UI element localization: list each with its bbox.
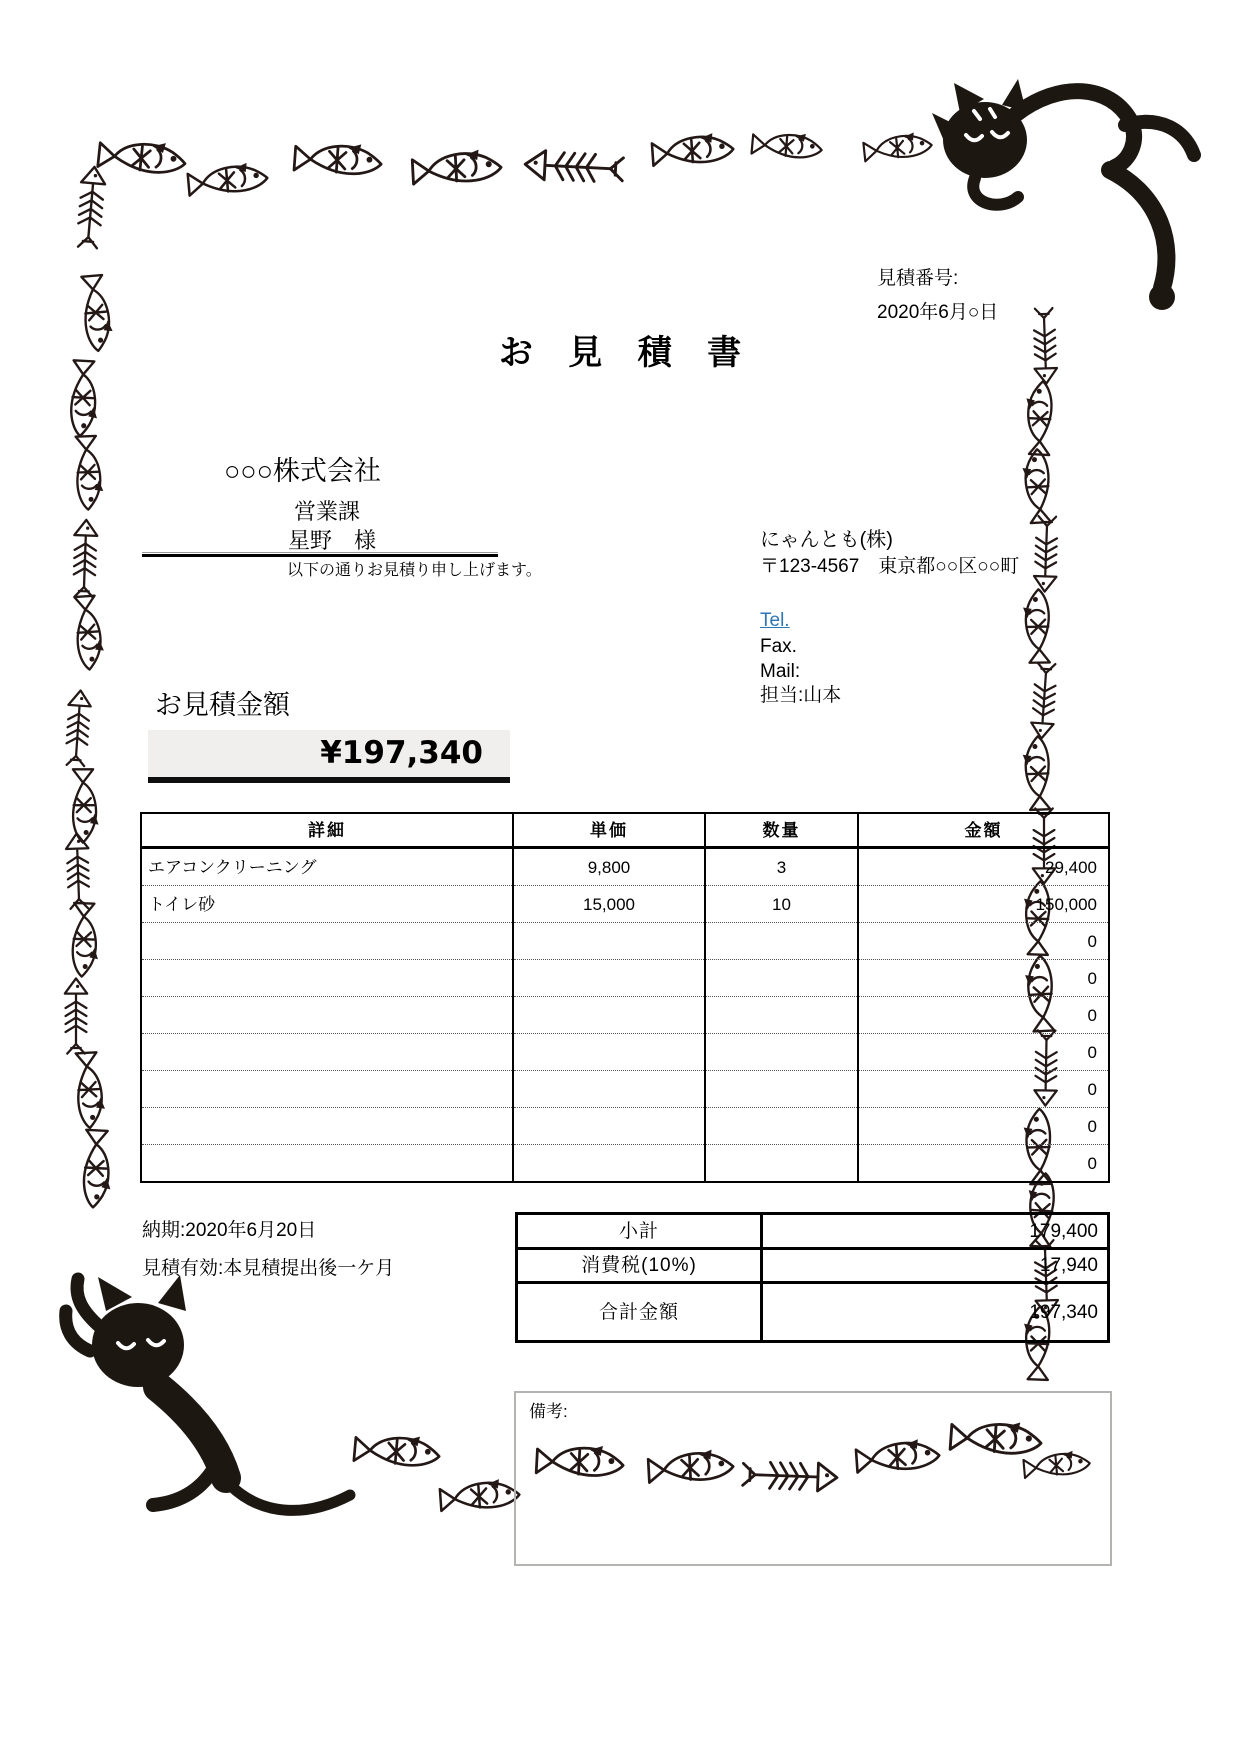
customer-company: ○○○株式会社 (224, 456, 381, 486)
cell-qty: 3 (705, 848, 858, 886)
cat-icon (58, 1265, 358, 1535)
cell-amount: 29,400 (858, 848, 1109, 886)
table-row (141, 886, 1109, 923)
fish-icon (74, 1127, 116, 1211)
cell-unit-price (513, 997, 705, 1034)
table-row (141, 923, 1109, 960)
greeting-text: 以下の通りお見積り申し上げます。 (287, 562, 542, 579)
subtotal-label: 小計 (517, 1214, 762, 1249)
cell-qty (705, 997, 858, 1034)
fish-icon (184, 158, 271, 204)
page-title: お 見 積 書 (498, 334, 755, 372)
items-table (140, 812, 1110, 1183)
cell-amount: 0 (858, 1145, 1109, 1183)
col-header-amount: 金額 (858, 813, 1109, 848)
fish-icon (1020, 587, 1057, 666)
table-row (141, 960, 1109, 997)
quote-meta (877, 262, 998, 330)
customer-department: 営業課 (294, 499, 361, 524)
mail-label: Mail: (760, 661, 801, 682)
cell-detail: トイレ砂 (141, 886, 513, 923)
table-row (141, 1034, 1109, 1071)
grand-total-row (517, 1283, 1109, 1342)
cell-amount: 0 (858, 1034, 1109, 1071)
fax-label: Fax. (760, 636, 797, 657)
fishbone-icon (67, 517, 103, 600)
cell-detail (141, 923, 513, 960)
col-header-unit-price: 単価 (513, 813, 705, 848)
cell-qty (705, 923, 858, 960)
fishbone-icon (70, 163, 112, 252)
cell-amount: 0 (858, 960, 1109, 997)
cell-unit-price (513, 1071, 705, 1108)
cell-detail (141, 1108, 513, 1145)
col-header-qty: 数量 (705, 813, 858, 848)
cell-qty (705, 1108, 858, 1145)
totals-table (515, 1212, 1110, 1343)
fishbone-icon (59, 687, 97, 769)
cell-detail (141, 1071, 513, 1108)
table-row (141, 997, 1109, 1034)
tel-link[interactable]: Tel. (760, 610, 790, 631)
cell-qty (705, 1034, 858, 1071)
tax-value: 17,940 (762, 1249, 1109, 1283)
table-row (141, 1145, 1109, 1183)
grand-total-label: 合計金額 (517, 1283, 762, 1342)
grand-total-value: 197,340 (762, 1283, 1109, 1342)
vendor-name: にゃんとも(株) (760, 529, 893, 551)
fish-icon (68, 1049, 109, 1131)
fish-icon (291, 137, 386, 186)
fish-icon (749, 127, 826, 167)
subtotal-row (517, 1214, 1109, 1249)
cell-unit-price (513, 960, 705, 997)
cell-unit-price: 9,800 (513, 848, 705, 886)
quote-validity: 見積有効:本見積提出後一ケ月 (142, 1258, 395, 1279)
subtotal-value: 179,400 (762, 1214, 1109, 1249)
customer-underline (142, 552, 498, 557)
notes-label: 備考: (529, 1402, 568, 1421)
customer-person: 星野 様 (288, 528, 377, 553)
cell-unit-price (513, 1034, 705, 1071)
fish-icon (68, 433, 107, 512)
cell-detail (141, 960, 513, 997)
cell-detail (141, 1145, 513, 1183)
notes-box (514, 1391, 1112, 1566)
fish-icon (437, 1475, 523, 1519)
fishbone-icon (1025, 660, 1063, 742)
cell-detail: エアコンクリーニング (141, 848, 513, 886)
table-row (141, 1108, 1109, 1145)
estimate-amount-value: ¥197,340 (320, 735, 483, 771)
fish-icon (66, 593, 107, 673)
table-row (141, 848, 1109, 886)
cell-unit-price: 15,000 (513, 886, 705, 923)
items-header-row (141, 813, 1109, 848)
cell-amount: 0 (858, 1071, 1109, 1108)
estimate-amount-label: お見積金額 (155, 690, 290, 720)
fishbone-icon (60, 976, 92, 1056)
vendor-contact: 担当:山本 (760, 685, 842, 706)
cell-qty (705, 960, 858, 997)
cell-qty: 10 (705, 886, 858, 923)
cell-amount: 0 (858, 923, 1109, 960)
fish-icon (409, 146, 505, 194)
fish-icon (1020, 733, 1059, 812)
cell-detail (141, 1034, 513, 1071)
vendor-address: 〒123-4567 東京都○○区○○町 (760, 556, 1020, 577)
cell-amount: 150,000 (858, 886, 1109, 923)
estimate-amount-box (148, 730, 510, 783)
cell-amount: 0 (858, 1108, 1109, 1145)
tax-label: 消費税(10%) (517, 1249, 762, 1283)
fishbone-icon (521, 143, 627, 190)
fish-icon (64, 900, 103, 979)
quote-date: 2020年6月○日 (877, 302, 999, 323)
tax-row (517, 1249, 1109, 1283)
cell-unit-price (513, 923, 705, 960)
fish-icon (860, 128, 935, 168)
cell-qty (705, 1145, 858, 1183)
fish-icon (350, 1428, 443, 1477)
col-header-detail: 詳細 (141, 813, 513, 848)
cell-amount: 0 (858, 997, 1109, 1034)
delivery-date: 納期:2020年6月20日 (142, 1220, 317, 1241)
fishbone-icon (1029, 513, 1064, 594)
fish-icon (649, 129, 738, 174)
quote-number-label: 見積番号: (877, 268, 959, 289)
cell-unit-price (513, 1108, 705, 1145)
cell-unit-price (513, 1145, 705, 1183)
table-row (141, 1071, 1109, 1108)
cell-detail (141, 997, 513, 1034)
cell-qty (705, 1071, 858, 1108)
